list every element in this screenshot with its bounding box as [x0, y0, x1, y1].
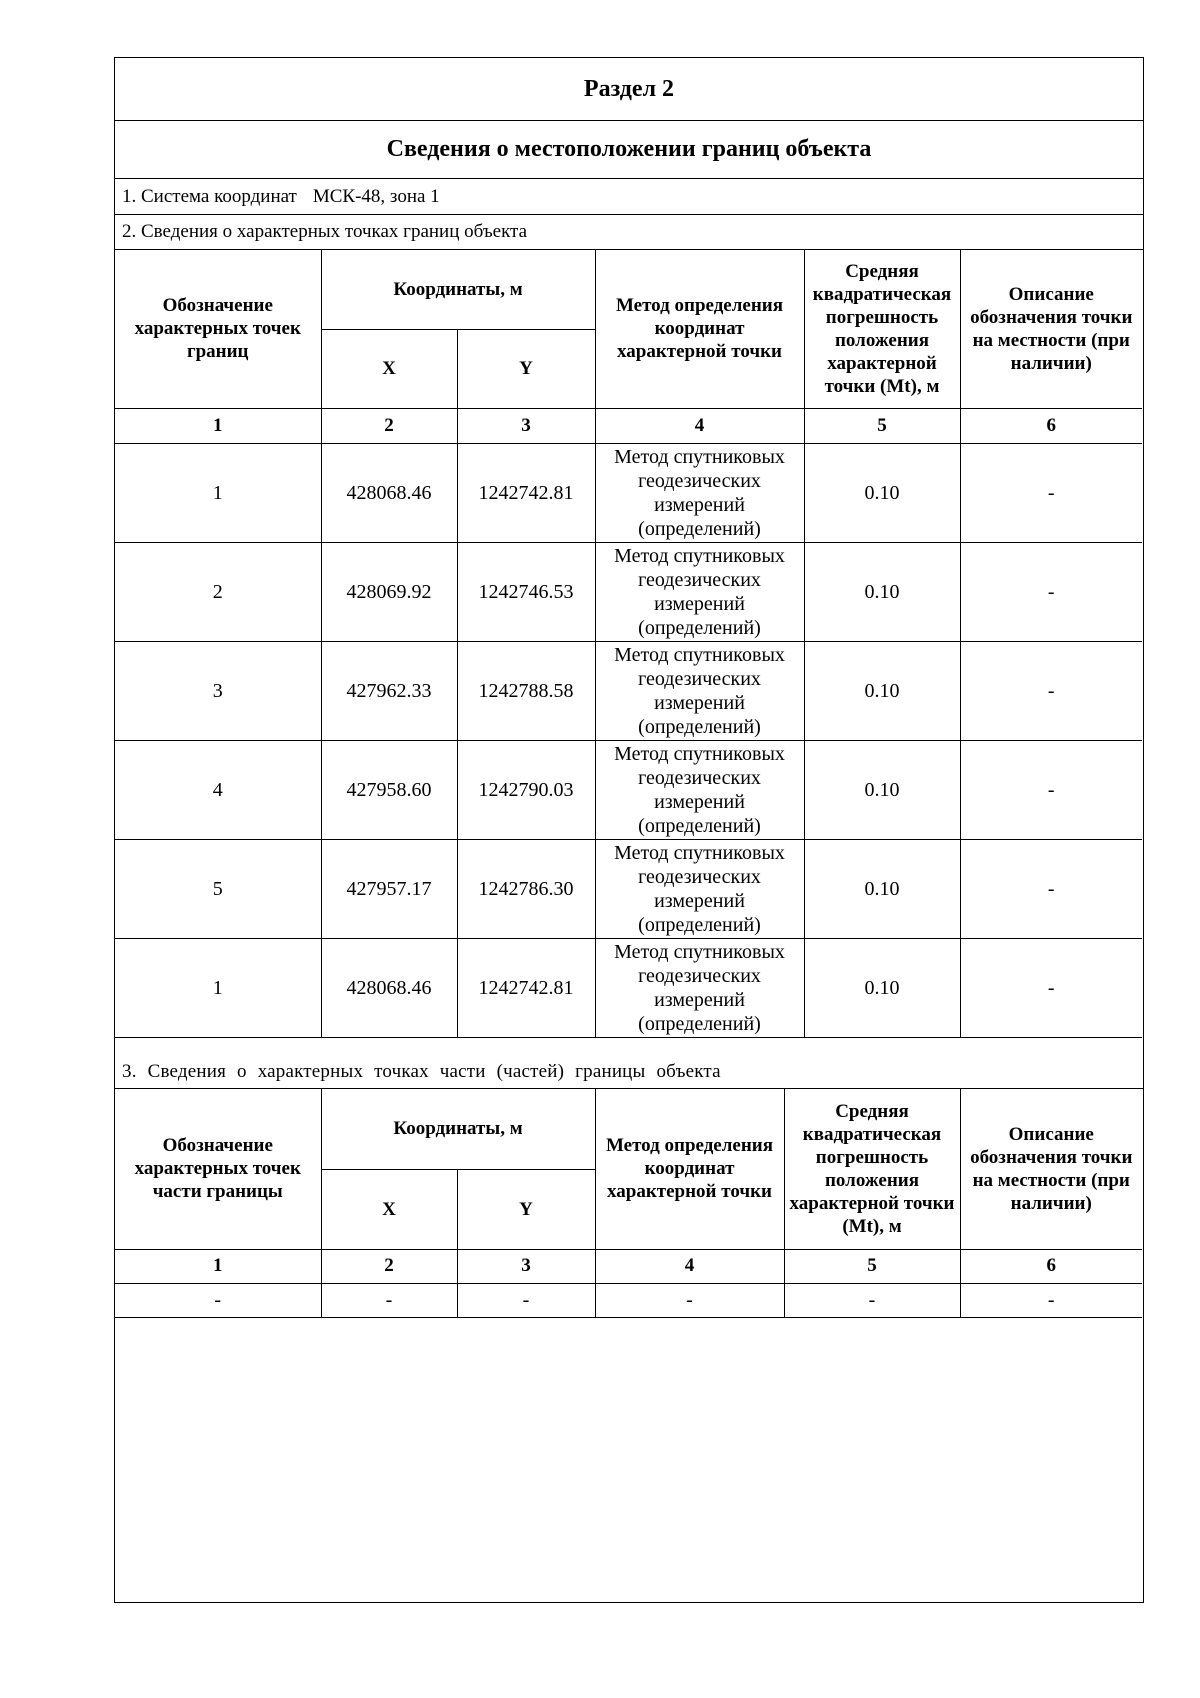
error: 0.10: [804, 542, 960, 641]
description: -: [960, 839, 1142, 938]
description: -: [960, 542, 1142, 641]
column-number: 6: [960, 1249, 1142, 1283]
header-method: Метод определения координат характерной точки: [595, 1089, 784, 1249]
header-point: Обозначение характерных точек границ: [115, 250, 321, 408]
header-error: Средняя квадратическая погрешность положения характерной точки (Mt), м: [784, 1089, 960, 1249]
method: Метод спутниковых геодезических измерений (определений): [595, 641, 804, 740]
column-number: 3: [457, 408, 595, 443]
method: Метод спутниковых геодезических измерений (определений): [595, 443, 804, 542]
column-number: 6: [960, 408, 1142, 443]
error: 0.10: [804, 938, 960, 1037]
column-number: 1: [115, 1249, 321, 1283]
table1-caption: 2. Сведения о характерных точках границ объекта: [115, 215, 1143, 250]
method: Метод спутниковых геодезических измерений (определений): [595, 839, 804, 938]
table-row: [115, 839, 1142, 938]
coord-x: 428068.46: [321, 443, 457, 542]
coord-x: 427957.17: [321, 839, 457, 938]
header-y: Y: [457, 1169, 595, 1249]
coord-y: 1242786.30: [457, 839, 595, 938]
column-number: 1: [115, 408, 321, 443]
coord-y: 1242746.53: [457, 542, 595, 641]
coord-x: -: [321, 1283, 457, 1317]
method: Метод спутниковых геодезических измерений (определений): [595, 740, 804, 839]
description: -: [960, 443, 1142, 542]
point-id: 3: [115, 641, 321, 740]
table-row: [115, 641, 1142, 740]
point-id: 5: [115, 839, 321, 938]
table-row: [115, 740, 1142, 839]
column-number: 4: [595, 1249, 784, 1283]
point-id: 1: [115, 938, 321, 1037]
table2-caption: 3. Сведения о характерных точках части (частей) границы объекта: [115, 1055, 1143, 1089]
method: -: [595, 1283, 784, 1317]
column-number: 3: [457, 1249, 595, 1283]
error: 0.10: [804, 839, 960, 938]
header-coordinates: Координаты, м: [321, 1089, 595, 1169]
description: -: [960, 938, 1142, 1037]
coordinate-system-value: МСК-48, зона 1: [312, 185, 440, 207]
description: -: [960, 641, 1142, 740]
point-id: 4: [115, 740, 321, 839]
column-number: 2: [321, 408, 457, 443]
header-point: Обозначение характерных точек части границы: [115, 1089, 321, 1249]
boundary-points-table: [115, 250, 1142, 1038]
header-coordinates: Координаты, м: [321, 250, 595, 329]
header-description: Описание обозначения точки на местности (при наличии): [960, 1089, 1142, 1249]
coord-y: 1242742.81: [457, 443, 595, 542]
method: Метод спутниковых геодезических измерений (определений): [595, 542, 804, 641]
error: 0.10: [804, 740, 960, 839]
error: 0.10: [804, 641, 960, 740]
coord-x: 427958.60: [321, 740, 457, 839]
partial-boundary-points-table: [115, 1089, 1142, 1318]
column-number: 2: [321, 1249, 457, 1283]
table-row: [115, 443, 1142, 542]
point-id: 2: [115, 542, 321, 641]
coordinate-system-label: 1. Система координат: [122, 185, 297, 207]
coord-y: -: [457, 1283, 595, 1317]
description: -: [960, 1283, 1142, 1317]
description: -: [960, 740, 1142, 839]
coord-x: 428069.92: [321, 542, 457, 641]
header-method: Метод определения координат характерной точки: [595, 250, 804, 408]
error: 0.10: [804, 443, 960, 542]
point-id: 1: [115, 443, 321, 542]
header-description: Описание обозначения точки на местности (при наличии): [960, 250, 1142, 408]
section-title: Раздел 2: [115, 58, 1143, 121]
coord-y: 1242790.03: [457, 740, 595, 839]
header-error: Средняя квадратическая погрешность положения характерной точки (Mt), м: [804, 250, 960, 408]
method: Метод спутниковых геодезических измерений (определений): [595, 938, 804, 1037]
header-x: X: [321, 1169, 457, 1249]
section-subtitle: Сведения о местоположении границ объекта: [115, 121, 1143, 179]
coord-y: 1242742.81: [457, 938, 595, 1037]
column-number: 4: [595, 408, 804, 443]
error: -: [784, 1283, 960, 1317]
point-id: -: [115, 1283, 321, 1317]
table-row: [115, 938, 1142, 1037]
coord-x: 427962.33: [321, 641, 457, 740]
header-y: Y: [457, 329, 595, 408]
table-row: [115, 542, 1142, 641]
coord-y: 1242788.58: [457, 641, 595, 740]
document-frame: [114, 57, 1144, 1603]
column-number: 5: [804, 408, 960, 443]
coordinate-system-row: [115, 179, 1143, 215]
table-row: [115, 1283, 1142, 1317]
header-x: X: [321, 329, 457, 408]
coord-x: 428068.46: [321, 938, 457, 1037]
column-number: 5: [784, 1249, 960, 1283]
